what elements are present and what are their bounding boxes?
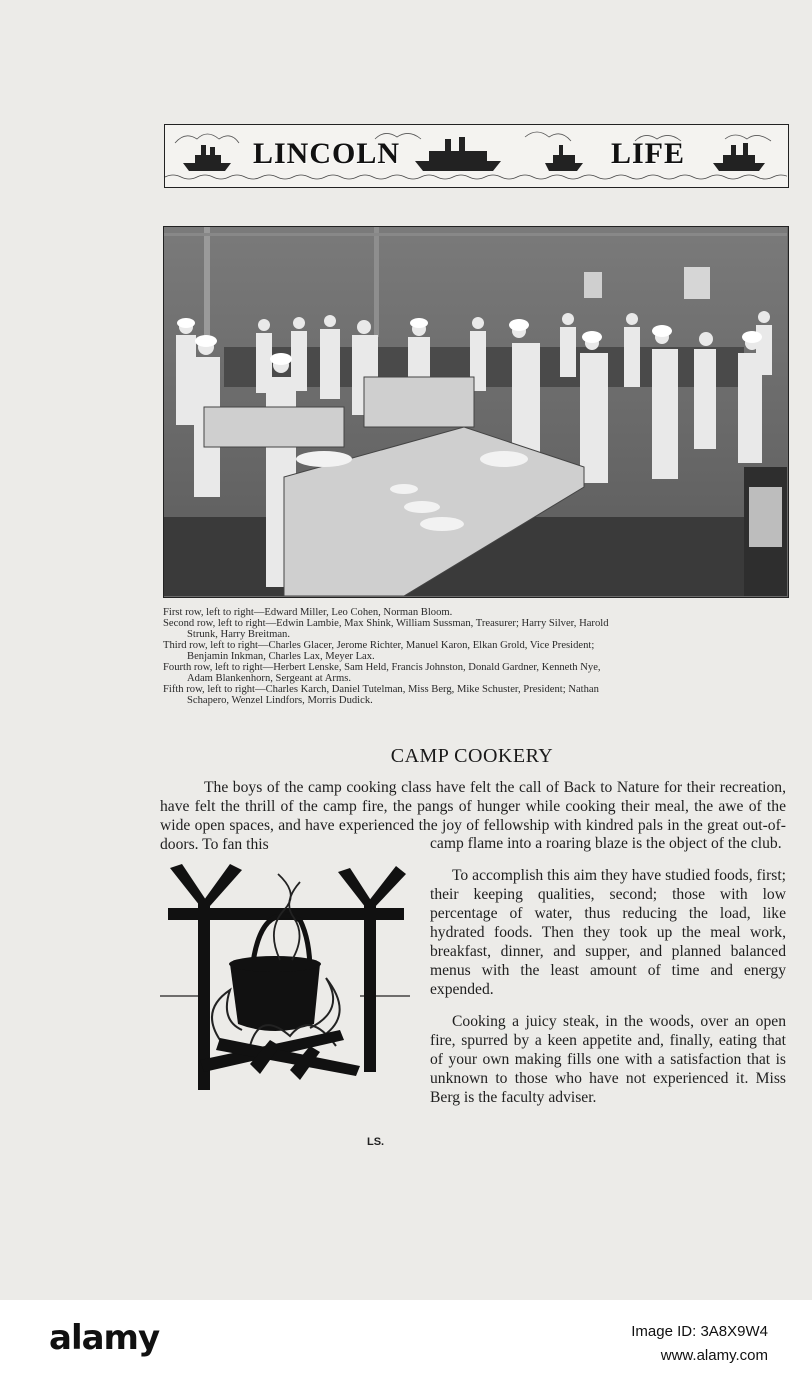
caption-line: Third row, left to right—Charles Glacer, Jerome Richter, Manuel Karon, Elkan Grold, Vice President; — [163, 640, 595, 651]
header-word-left: LINCOLN — [253, 137, 401, 170]
campfire-pot-icon — [160, 860, 410, 1100]
steamship-icon — [183, 145, 231, 171]
photo-captions — [163, 607, 789, 706]
alamy-url[interactable]: www.alamy.com — [660, 1347, 768, 1364]
caption-line: Benjamin Inkman, Charles Lax, Meyer Lax. — [187, 651, 375, 662]
article-right-column — [430, 834, 786, 1120]
steamship-icon — [713, 143, 765, 171]
steamship-icon — [415, 137, 501, 171]
paragraph-foods: To accomplish this aim they have studied foods, first; their keeping qualities, second; those with low percentage of water, thus reducing the load, like hydrated foods. Then they took up the meal work, breakfast, dinner, and supper, and planned balanced menus with the least amount of time and energy expended. — [430, 867, 786, 998]
caption-line: Strunk, Harry Breitman. — [187, 629, 290, 640]
caption-line: Fifth row, left to right—Charles Karch, Daniel Tutelman, Miss Berg, Mike Schuster, President; Nathan — [163, 684, 599, 695]
intro-continued: camp flame into a roaring blaze is the object of the club. — [430, 835, 782, 852]
caption-line: Schapero, Wenzel Lindfors, Morris Dudick. — [187, 695, 373, 706]
campfire-illustration — [160, 860, 410, 1105]
caption-line: Adam Blankenhorn, Sergeant at Arms. — [187, 673, 351, 684]
caption-line: Second row, left to right—Edwin Lambie, Max Shink, William Sussman, Treasurer; Harry Silver, Harold — [163, 618, 609, 629]
header-word-right: LIFE — [611, 137, 686, 170]
alamy-logo[interactable]: alamy — [49, 1318, 160, 1358]
article-title: CAMP COOKERY — [390, 745, 554, 767]
header-banner — [164, 124, 789, 188]
steamship-icon — [545, 145, 583, 171]
class-photograph — [163, 226, 789, 598]
paragraph-steak: Cooking a juicy steak, in the woods, over an open fire, spurred by a keen appetite and, finally, eating that of your own making fills one with a satisfaction that is unknown to those who have not experienced it. Miss Berg is the faculty adviser. — [430, 1013, 786, 1106]
image-id-label: Image ID: 3A8X9W4 — [631, 1323, 768, 1340]
intro-paragraph: The boys of the camp cooking class have felt the call of Back to Nature for their recreation, have felt the thrill of the camp fire, the pangs of hunger while cooking their meal, the awe of the wide open spaces, and have experienced the joy of fellowship with kindred pals in the great out-of-doors. To fan this — [160, 779, 786, 853]
illustration-signature: LS. — [367, 1136, 385, 1148]
caption-line: First row, left to right—Edward Miller, Leo Cohen, Norman Bloom. — [163, 607, 453, 618]
kitchen-class-photo — [164, 227, 787, 596]
caption-line: Fourth row, left to right—Herbert Lenske, Sam Held, Francis Johnston, Donald Gardner, Kenneth Nye, — [163, 662, 601, 673]
